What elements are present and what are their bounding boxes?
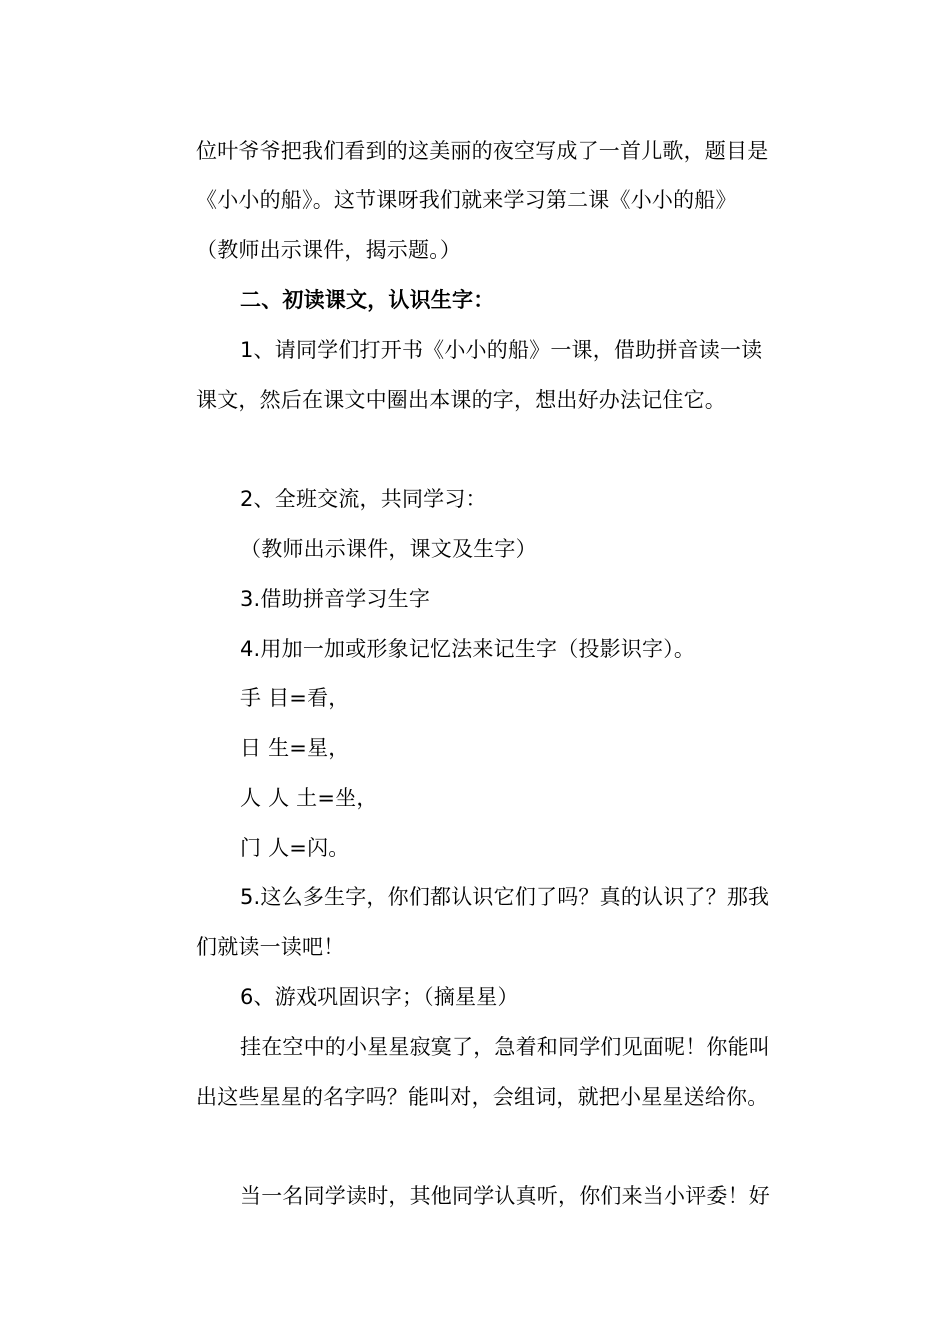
character-formula-2: 日 生=星， (240, 736, 350, 760)
step-3: 3.借助拼音学习生字 (240, 587, 431, 611)
paragraph-line-3: （教师出示课件，揭示题。） (196, 238, 462, 262)
character-formula-1: 手 目=看， (240, 686, 350, 710)
character-formula-4: 门 人=闪。 (240, 836, 350, 860)
closing-paragraph-line-1: 当一名同学读时，其他同学认真听，你们来当小评委！好 (240, 1184, 770, 1208)
paragraph-line-2: 《小小的船》。这节课呀我们就来学习第二课《小小的船》 (196, 188, 737, 212)
step-5-line-2: 们就读一读吧！ (196, 935, 345, 959)
step-2-note: （教师出示课件，课文及生字） (240, 537, 537, 561)
step-4: 4.用加一加或形象记忆法来记生字（投影识字）。 (240, 637, 696, 661)
step-1-line-2: 课文，然后在课文中圈出本课的字，想出好办法记住它。 (196, 388, 726, 412)
step-6: 6、游戏巩固识字；（摘星星） (240, 985, 519, 1009)
game-paragraph-line-1: 挂在空中的小星星寂寞了，急着和同学们见面呢！你能叫 (240, 1035, 770, 1059)
step-5-line-1: 5.这么多生字，你们都认识它们了吗？真的认识了？那我 (240, 885, 770, 909)
game-paragraph-line-2: 出这些星星的名字吗？能叫对，会组词，就把小星星送给你。 (196, 1085, 769, 1109)
character-formula-3: 人 人 土=坐， (240, 786, 378, 810)
step-2: 2、全班交流，共同学习： (240, 487, 487, 511)
section-heading: 二、初读课文，认识生字： (240, 288, 495, 312)
paragraph-line-1: 位叶爷爷把我们看到的这美丽的夜空写成了一首儿歌，题目是 (196, 139, 769, 163)
step-1-line-1: 1、请同学们打开书《小小的船》一课，借助拼音读一读 (240, 338, 763, 362)
